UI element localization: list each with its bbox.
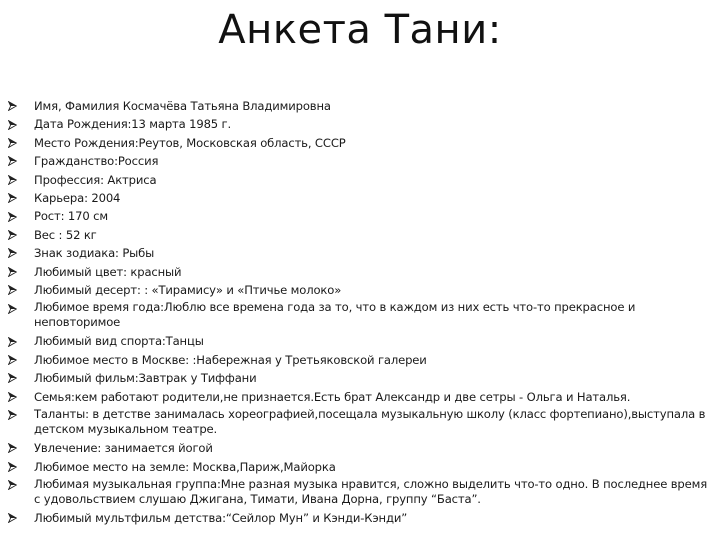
list-item (8, 406, 714, 439)
arrowhead-bullet-icon (8, 351, 34, 369)
list-item-text: Увлечение: занимается йогой (34, 441, 213, 456)
list-item (8, 115, 714, 133)
list-item-text: Вес : 52 кг (34, 227, 97, 242)
list-item (8, 281, 714, 299)
list-item (8, 97, 714, 115)
list-item-text: Любимое время года:Люблю все времена года за то, что в каждом из них есть что-то прекрасное и неповторимое (34, 300, 636, 330)
list-item (8, 207, 714, 225)
list-item-text: Рост: 170 см (34, 209, 108, 224)
arrowhead-bullet-icon (8, 226, 34, 244)
list-item (8, 189, 714, 207)
list-item-text: Любимая музыкальная группа:Мне разная музыка нравится, сложно выделить что-то одно. В последнее время с удовольствием слушаю Джигана, Тимати, Ивана Дорна, группу “Баста”. (34, 476, 708, 506)
list-item (8, 226, 714, 244)
list-item (8, 458, 714, 476)
arrowhead-bullet-icon (8, 263, 34, 281)
list-item-text: Семья:кем работают родители,не признается.Есть брат Александр и две сетры - Ольга и Наталья. (34, 389, 631, 404)
list-item (8, 476, 714, 509)
list-item (8, 263, 714, 281)
list-item-text: Любимое место в Москве: :Набережная у Третьяковской галереи (34, 352, 427, 367)
list-item (8, 152, 714, 170)
arrowhead-bullet-icon (8, 207, 34, 225)
arrowhead-bullet-icon (8, 244, 34, 262)
list-item-text: Любимый вид спорта:Танцы (34, 334, 204, 349)
list-item-text: Карьера: 2004 (34, 191, 121, 206)
arrowhead-bullet-icon (8, 171, 34, 189)
slide-title: Анкета Тани: (218, 7, 502, 53)
arrowhead-bullet-icon (8, 369, 34, 387)
list-item (8, 351, 714, 369)
list-item-text: Дата Рождения:13 марта 1985 г. (34, 117, 232, 132)
arrowhead-bullet-icon (8, 509, 34, 527)
arrowhead-bullet-icon (8, 406, 34, 424)
list-item-text: Место Рождения:Реутов, Московская область, СССР (34, 135, 346, 150)
arrowhead-bullet-icon (8, 299, 34, 317)
arrowhead-bullet-icon (8, 476, 34, 494)
list-item-text: Знак зодиака: Рыбы (34, 246, 155, 261)
list-item (8, 299, 714, 332)
arrowhead-bullet-icon (8, 281, 34, 299)
list-item-text: Профессия: Актриса (34, 172, 157, 187)
list-item-text: Любимый фильм:Завтрак у Тиффани (34, 371, 257, 386)
arrowhead-bullet-icon (8, 189, 34, 207)
list-item (8, 171, 714, 189)
arrowhead-bullet-icon (8, 388, 34, 406)
list-item (8, 134, 714, 152)
list-item-text: Любимый цвет: красный (34, 264, 182, 279)
arrowhead-bullet-icon (8, 458, 34, 476)
list-item (8, 439, 714, 457)
list-item-text: Любимый десерт: : «Тирамису» и «Птичье молоко» (34, 283, 342, 298)
list-item (8, 244, 714, 262)
arrowhead-bullet-icon (8, 115, 34, 133)
profile-list (8, 97, 714, 527)
arrowhead-bullet-icon (8, 152, 34, 170)
arrowhead-bullet-icon (8, 439, 34, 457)
list-item (8, 388, 714, 406)
arrowhead-bullet-icon (8, 97, 34, 115)
list-item (8, 369, 714, 387)
arrowhead-bullet-icon (8, 134, 34, 152)
list-item-text: Гражданство:Россия (34, 154, 159, 169)
list-item (8, 332, 714, 350)
list-item-text: Таланты: в детстве занималась хореографией,посещала музыкальную школу (класс фортепиано),выступала в детском музыкальном театре. (34, 407, 706, 437)
arrowhead-bullet-icon (8, 332, 34, 350)
list-item-text: Имя, Фамилия Космачёва Татьяна Владимировна (34, 99, 331, 113)
list-item (8, 509, 714, 527)
list-item-text: Любимый мультфильм детства:“Сейлор Мун” и Кэнди-Кэнди” (34, 510, 408, 525)
list-item-text: Любимое место на земле: Москва,Париж,Майорка (34, 459, 336, 474)
